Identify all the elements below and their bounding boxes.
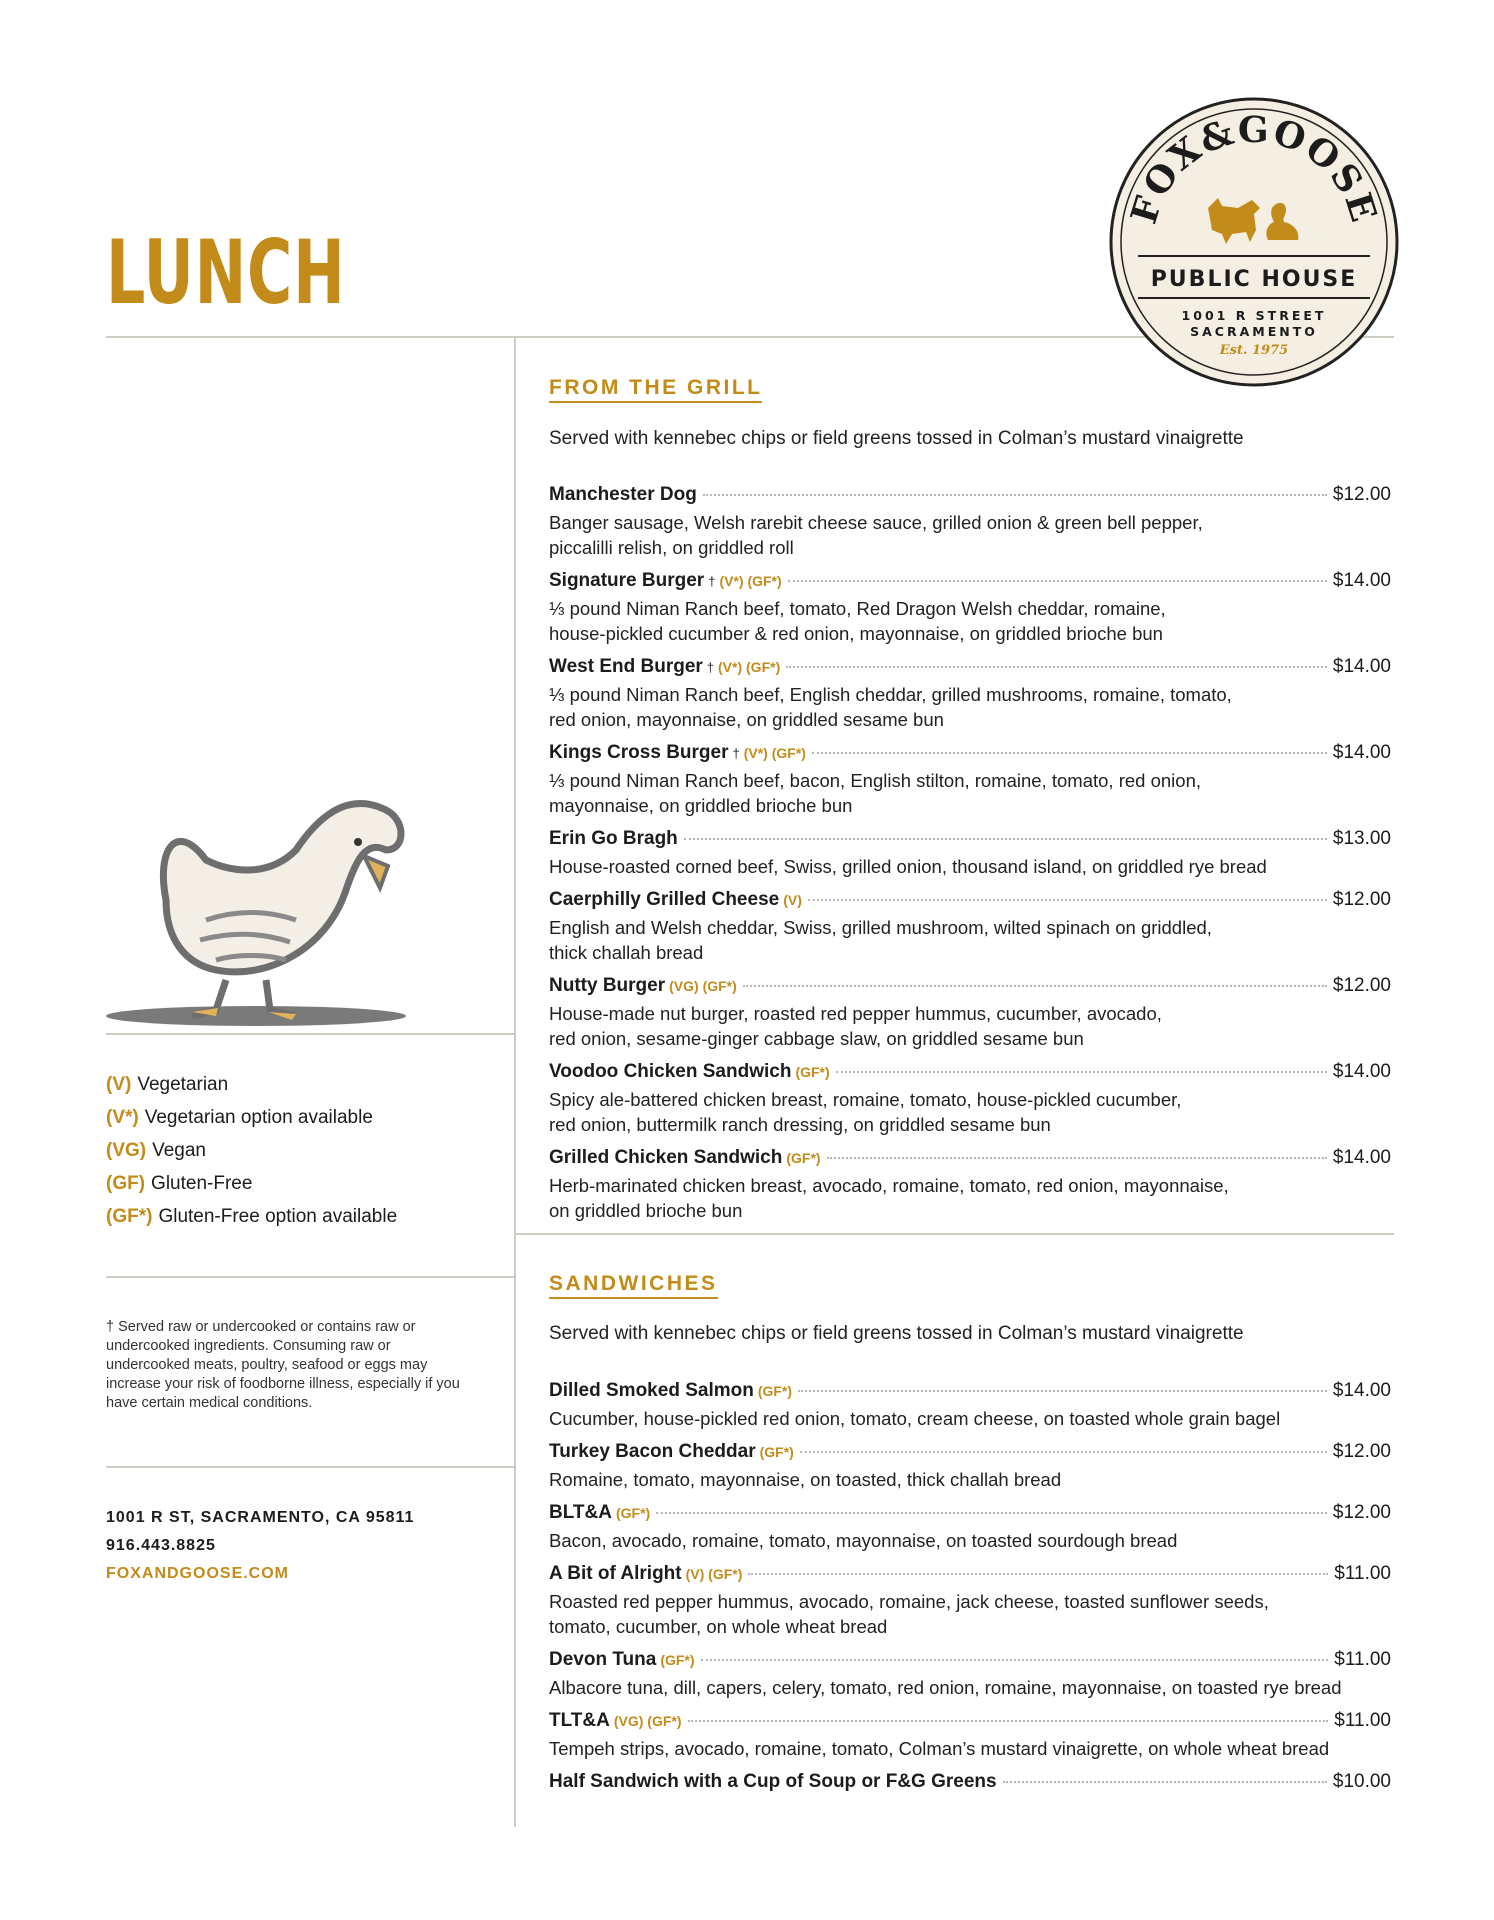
menu-item-description: house-pickled cucumber & red onion, mayonnaise, on griddled brioche bun — [549, 623, 1163, 644]
menu-item — [549, 1441, 1391, 1492]
menu-item-description: Cucumber, house-pickled red onion, tomato, cream cheese, on toasted whole grain bagel — [549, 1408, 1281, 1429]
section-title-sandwiches: SANDWICHES — [549, 1272, 718, 1296]
dietary-tags: (GF*) — [660, 1652, 695, 1668]
legend-code: (V) — [106, 1074, 132, 1095]
legend-code: (GF*) — [106, 1206, 153, 1227]
legend-label: Gluten-Free option available — [158, 1206, 398, 1227]
menu-item-price: $13.00 — [1332, 828, 1391, 849]
dot-leader — [827, 1157, 1327, 1159]
dot-leader — [788, 580, 1327, 582]
left-divider-2 — [106, 1276, 514, 1278]
menu-item-price: $11.00 — [1334, 1649, 1391, 1670]
legend-code: (V*) — [106, 1107, 139, 1128]
menu-item-price: $14.00 — [1332, 656, 1391, 677]
menu-item-name: Grilled Chicken Sandwich — [549, 1147, 783, 1168]
contact-block — [106, 1504, 414, 1588]
dot-leader — [688, 1720, 1329, 1722]
menu-item-header — [549, 975, 1391, 1001]
dot-leader — [786, 666, 1327, 668]
legend-label: Vegetarian — [137, 1074, 229, 1095]
dot-leader — [800, 1451, 1327, 1453]
dot-leader — [703, 494, 1327, 496]
logo-wordmark: FOX&GOOSE — [1122, 108, 1386, 229]
menu-item-description: ⅓ pound Niman Ranch beef, English cheddar, grilled mushrooms, romaine, tomato, — [549, 684, 1232, 705]
menu-item-header — [549, 889, 1391, 915]
dot-leader — [656, 1512, 1327, 1514]
menu-item-description: red onion, sesame-ginger cabbage slaw, on griddled sesame bun — [549, 1028, 1084, 1049]
dietary-tags: (GF*) — [759, 1444, 794, 1460]
fox-and-goose-logo — [1108, 96, 1400, 388]
menu-item-description: Herb-marinated chicken breast, avocado, romaine, tomato, red onion, mayonnaise, — [549, 1175, 1229, 1196]
dietary-tags: (GF*) — [795, 1064, 830, 1080]
menu-item-description: red onion, buttermilk ranch dressing, on griddled sesame bun — [549, 1114, 1051, 1135]
menu-item-name: Devon Tuna — [549, 1649, 657, 1670]
menu-item-price: $14.00 — [1332, 1147, 1391, 1168]
dot-leader — [743, 985, 1327, 987]
menu-item-name: Voodoo Chicken Sandwich — [549, 1061, 792, 1082]
menu-item-header — [549, 1380, 1391, 1406]
menu-item — [549, 1061, 1391, 1137]
legend-item — [106, 1200, 397, 1233]
menu-item-price: $10.00 — [1332, 1771, 1391, 1792]
menu-item-price: $14.00 — [1332, 570, 1391, 591]
menu-item-header — [549, 1649, 1391, 1675]
menu-item-price: $12.00 — [1332, 975, 1391, 996]
menu-list-grill — [549, 484, 1391, 1233]
section-title-grill: FROM THE GRILL — [549, 376, 762, 400]
menu-item — [549, 975, 1391, 1051]
menu-item-description: House-roasted corned beef, Swiss, grilled onion, thousand island, on griddled rye bread — [549, 856, 1267, 877]
menu-item-price: $14.00 — [1332, 1380, 1391, 1401]
menu-item-name: Turkey Bacon Cheddar — [549, 1441, 756, 1462]
menu-item-description: Tempeh strips, avocado, romaine, tomato, Colman’s mustard vinaigrette, on whole wheat bread — [549, 1738, 1330, 1759]
menu-item-name: Signature Burger — [549, 570, 705, 591]
menu-item-description: Banger sausage, Welsh rarebit cheese sauce, grilled onion & green bell pepper, — [549, 512, 1203, 533]
dietary-tags: (V*) (GF*) — [718, 659, 781, 675]
section-divider — [515, 1233, 1394, 1235]
legend-code: (GF) — [106, 1173, 146, 1194]
dot-leader — [808, 899, 1327, 901]
menu-item-description: English and Welsh cheddar, Swiss, grilled mushroom, wilted spinach on griddled, — [549, 917, 1212, 938]
menu-item — [549, 828, 1391, 879]
menu-item-name: A Bit of Alright — [549, 1563, 682, 1584]
menu-item-header — [549, 1563, 1391, 1589]
legend-code: (VG) — [106, 1140, 147, 1161]
menu-item — [549, 1771, 1391, 1797]
menu-list-sandwiches — [549, 1380, 1391, 1807]
menu-item-header: Kings Cross Burger † (V*) (GF*) $14.00 — [549, 742, 1391, 763]
menu-item-name: Erin Go Bragh — [549, 828, 678, 849]
legend-label: Vegan — [152, 1140, 207, 1161]
menu-item-description: ⅓ pound Niman Ranch beef, tomato, Red Dragon Welsh cheddar, romaine, — [549, 598, 1166, 619]
menu-item — [549, 1710, 1391, 1761]
address: 1001 R ST, SACRAMENTO, CA 95811 — [106, 1509, 415, 1526]
dietary-tags: (V) — [783, 892, 802, 908]
menu-item-header: Signature Burger † (V*) (GF*) $14.00 — [549, 570, 1391, 591]
menu-item-name: Nutty Burger — [549, 975, 666, 996]
menu-item-description: Romaine, tomato, mayonnaise, on toasted, thick challah bread — [549, 1469, 1062, 1490]
raw-food-advisory: † Served raw or undercooked or contains raw or undercooked ingredients. Consuming raw or undercooked meats, poultry, seafood or eggs may increase your risk of foodborne illness, especially if you have certain medical conditions. — [106, 1319, 460, 1411]
dietary-tags: (V*) (GF*) — [719, 573, 782, 589]
menu-item-description: on griddled brioche bun — [549, 1200, 743, 1221]
menu-item-description: thick challah bread — [549, 942, 704, 963]
menu-item-name: TLT&A — [549, 1710, 610, 1731]
menu-item-price: $14.00 — [1332, 742, 1391, 763]
dot-leader — [684, 838, 1327, 840]
menu-item-header — [549, 1061, 1391, 1087]
dot-leader — [701, 1659, 1329, 1661]
menu-item-name: BLT&A — [549, 1502, 612, 1523]
dietary-legend — [106, 1068, 397, 1233]
menu-item-name: Caerphilly Grilled Cheese — [549, 889, 780, 910]
menu-item-header — [549, 828, 1391, 854]
logo-city-line: SACRAMENTO — [1190, 324, 1318, 339]
section-intro-grill: Served with kennebec chips or field greens tossed in Colman’s mustard vinaigrette — [549, 428, 1244, 449]
logo-subtitle: PUBLIC HOUSE — [1150, 267, 1358, 292]
menu-item-name: Dilled Smoked Salmon — [549, 1380, 754, 1401]
menu-item-description: red onion, mayonnaise, on griddled sesame bun — [549, 709, 944, 730]
dietary-tags: (V*) (GF*) — [743, 745, 806, 761]
menu-item-description: Roasted red pepper hummus, avocado, romaine, jack cheese, toasted sunflower seeds, — [549, 1591, 1269, 1612]
menu-item — [549, 484, 1391, 560]
dot-leader — [836, 1071, 1327, 1073]
menu-item-header: West End Burger † (V*) (GF*) $14.00 — [549, 656, 1391, 677]
menu-item-description: tomato, cucumber, on whole wheat bread — [549, 1616, 888, 1637]
menu-item — [549, 1649, 1391, 1700]
dietary-tags: (GF*) — [615, 1505, 651, 1521]
logo-address-line: 1001 R STREET — [1181, 308, 1327, 323]
menu-item — [549, 1563, 1391, 1639]
dietary-tags: (VG) (GF*) — [669, 978, 737, 994]
menu-item-price: $12.00 — [1332, 889, 1391, 910]
legend-item — [106, 1068, 397, 1101]
menu-item-name: Half Sandwich with a Cup of Soup or F&G Greens — [549, 1771, 997, 1792]
menu-item — [549, 1147, 1391, 1223]
legend-label: Vegetarian option available — [144, 1107, 373, 1128]
menu-item — [549, 656, 1391, 732]
menu-item-description: mayonnaise, on griddled brioche bun — [549, 795, 853, 816]
menu-item-name: Manchester Dog — [549, 484, 697, 505]
menu-item-name: Kings Cross Burger — [549, 742, 729, 763]
menu-item-header — [549, 1771, 1391, 1797]
menu-item — [549, 1380, 1391, 1431]
menu-item-description: House-made nut burger, roasted red pepper hummus, cucumber, avocado, — [549, 1003, 1162, 1024]
dietary-tags: (V) (GF*) — [685, 1566, 743, 1582]
legend-item — [106, 1101, 397, 1134]
menu-item-price: $12.00 — [1332, 1441, 1391, 1462]
left-divider-3 — [106, 1466, 514, 1468]
menu-item — [549, 742, 1391, 818]
menu-item-description: Bacon, avocado, romaine, tomato, mayonnaise, on toasted sourdough bread — [549, 1530, 1178, 1551]
menu-item-description: Albacore tuna, dill, capers, celery, tomato, red onion, romaine, mayonnaise, on toasted rye bread — [549, 1677, 1342, 1698]
phone-number[interactable]: 916.443.8825 — [106, 1537, 216, 1554]
menu-item-name: West End Burger — [549, 656, 703, 677]
menu-item-header — [549, 1147, 1391, 1173]
dot-leader — [1003, 1781, 1327, 1783]
website-link[interactable]: FOXANDGOOSE.COM — [106, 1565, 290, 1582]
dietary-tags: (VG) (GF*) — [613, 1713, 682, 1729]
dietary-tags: (GF*) — [757, 1383, 793, 1399]
menu-item — [549, 889, 1391, 965]
menu-item — [549, 1502, 1391, 1553]
legend-item — [106, 1167, 397, 1200]
dietary-tags: (GF*) — [786, 1150, 821, 1166]
menu-item-header — [549, 1710, 1391, 1736]
menu-item-price: $12.00 — [1332, 484, 1391, 505]
goose-illustration — [96, 780, 426, 1050]
dot-leader — [748, 1573, 1328, 1575]
legend-label: Gluten-Free — [151, 1173, 253, 1194]
page-title: LUNCH — [106, 221, 346, 324]
menu-item-price: $14.00 — [1332, 1061, 1391, 1082]
menu-item-header — [549, 484, 1391, 510]
menu-item-description: Spicy ale-battered chicken breast, romaine, tomato, house-pickled cucumber, — [549, 1089, 1182, 1110]
section-intro-sandwiches: Served with kennebec chips or field greens tossed in Colman’s mustard vinaigrette — [549, 1323, 1244, 1344]
dot-leader — [812, 752, 1327, 754]
column-divider — [514, 337, 516, 1827]
menu-item-description: ⅓ pound Niman Ranch beef, bacon, English stilton, romaine, tomato, red onion, — [549, 770, 1201, 791]
menu-item-price: $12.00 — [1332, 1502, 1391, 1523]
logo-established: Est. 1975 — [1219, 343, 1289, 358]
menu-item — [549, 570, 1391, 646]
menu-item-price: $11.00 — [1334, 1563, 1391, 1584]
menu-item-header — [549, 1502, 1391, 1528]
dot-leader — [798, 1390, 1327, 1392]
menu-item-header — [549, 1441, 1391, 1467]
legend-item — [106, 1134, 397, 1167]
menu-item-price: $11.00 — [1334, 1710, 1391, 1731]
menu-item-description: piccalilli relish, on griddled roll — [549, 537, 794, 558]
